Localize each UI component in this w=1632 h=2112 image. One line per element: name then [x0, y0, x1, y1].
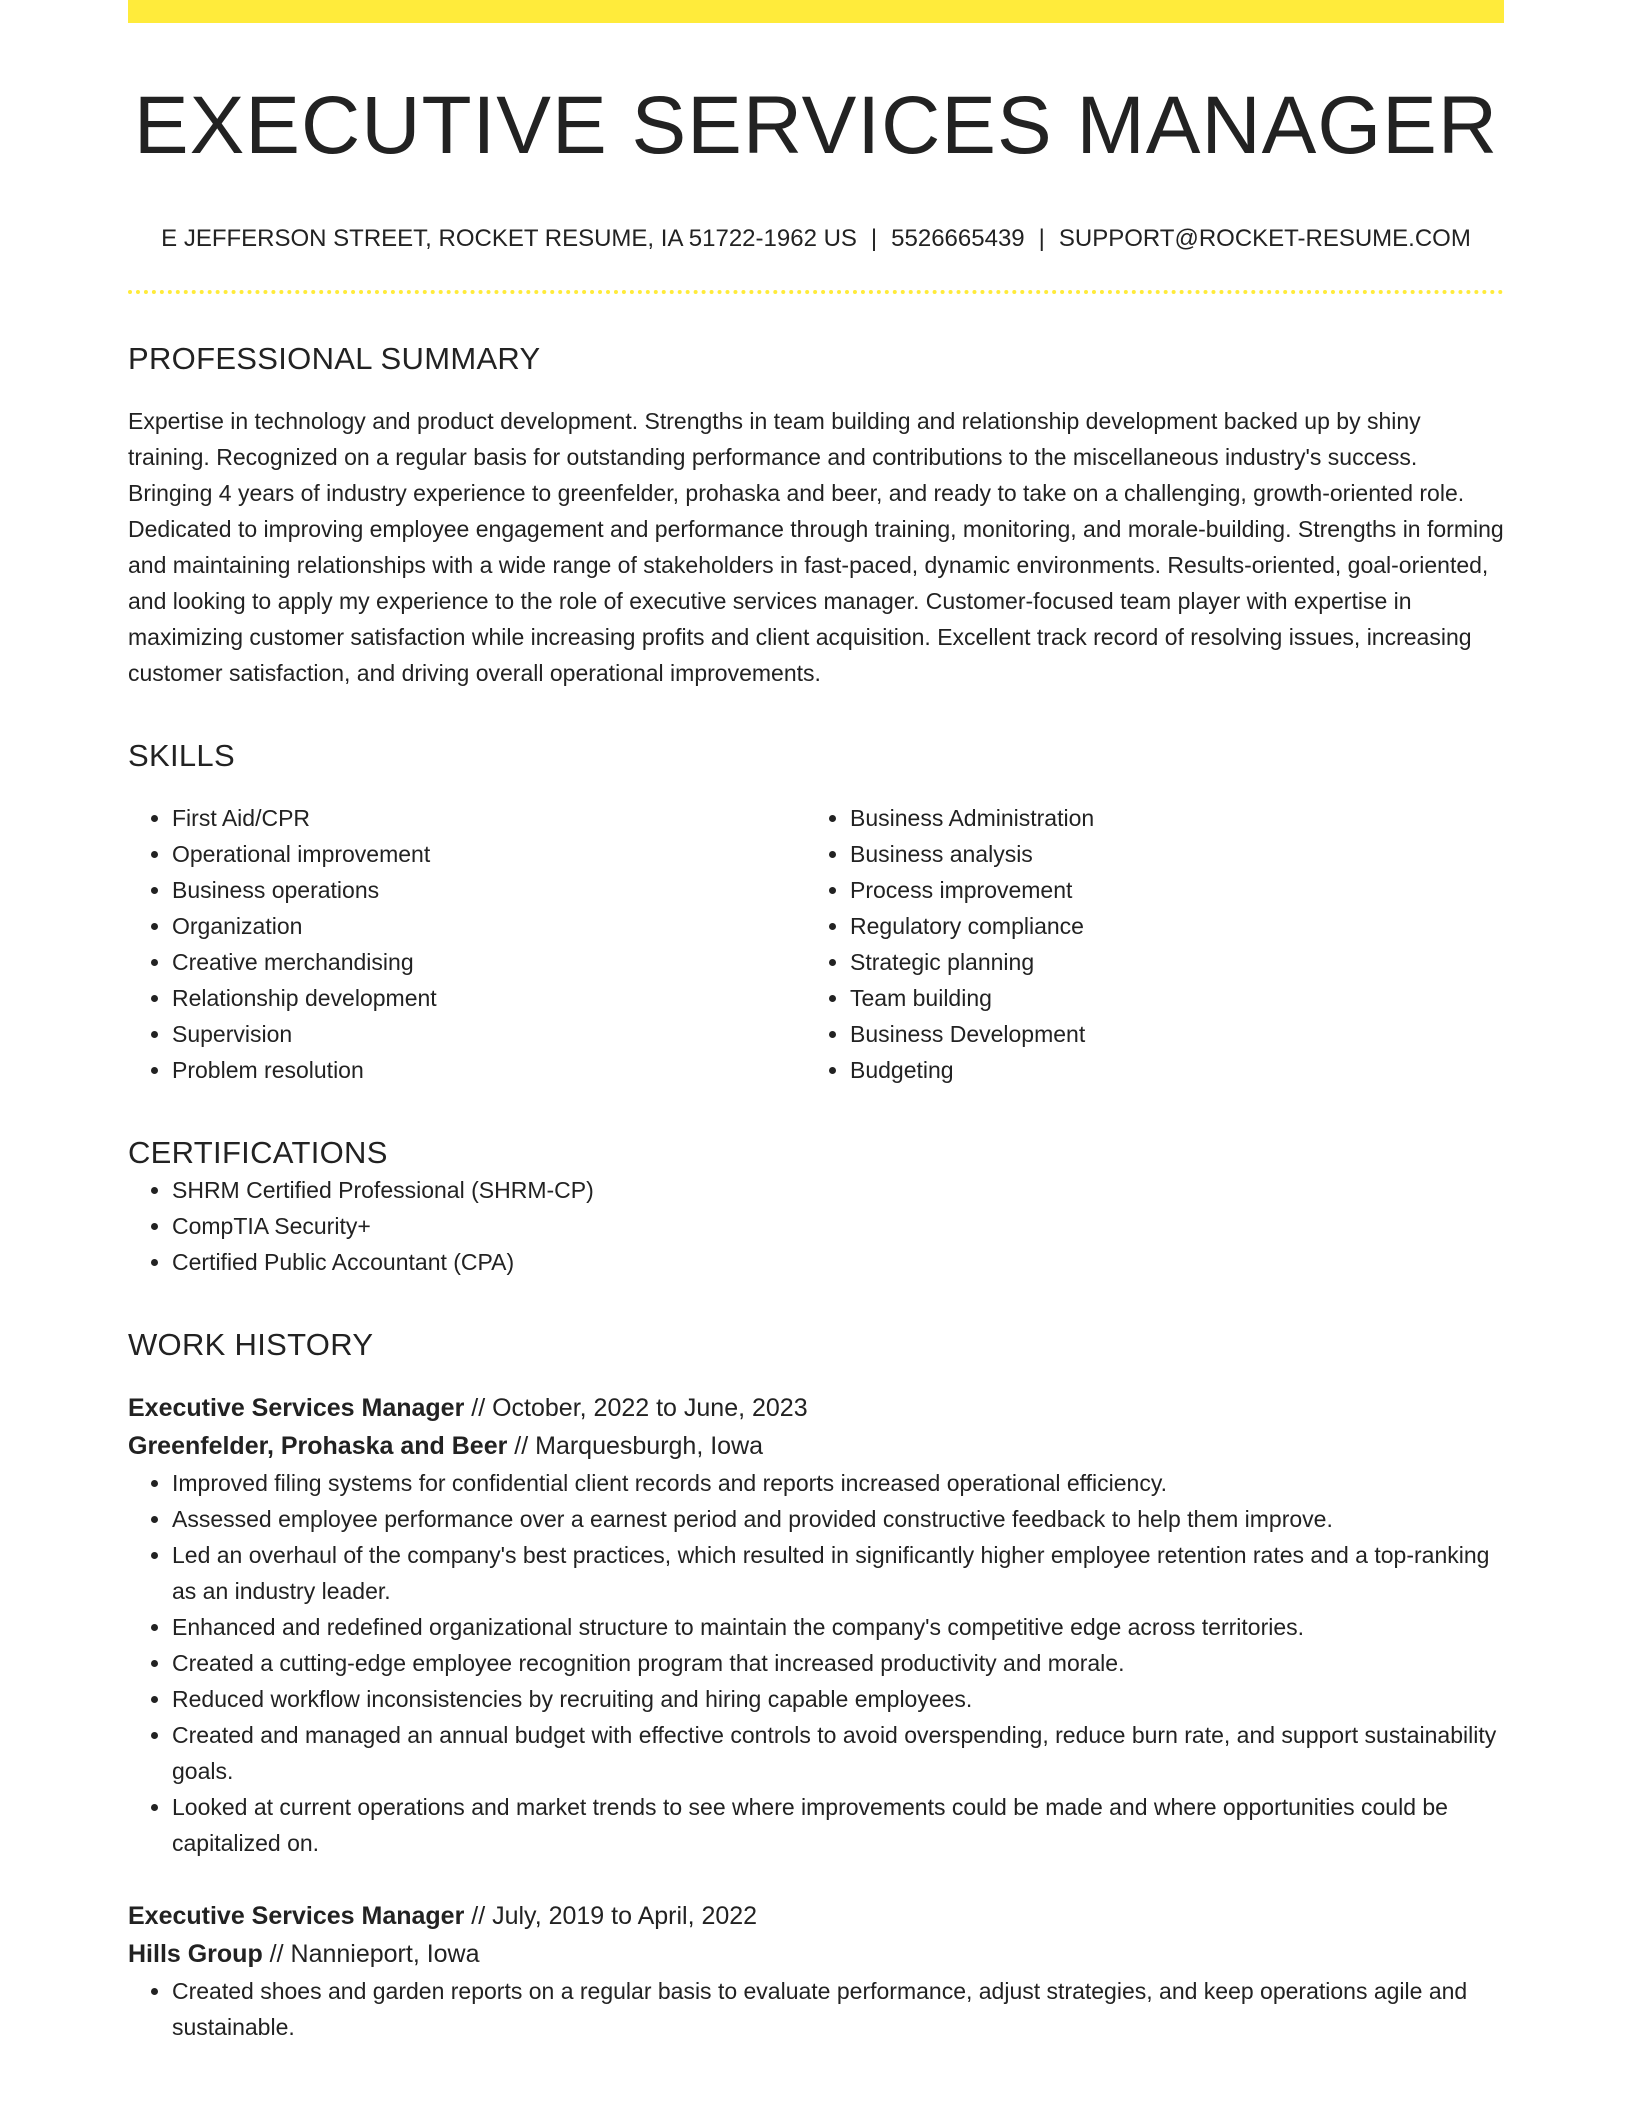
skill-item: • Supervision — [172, 1016, 806, 1052]
contact-line — [128, 225, 1504, 254]
certifications-list — [128, 1172, 1504, 1280]
job-company-line — [128, 1427, 1504, 1465]
job-role-line — [128, 1897, 1504, 1935]
job-duties-list — [128, 1465, 1504, 1861]
job-duty-item: • Enhanced and redefined organizational structure to maintain the company's competitive edge across territories. — [172, 1609, 1504, 1645]
job-role: Executive Services Manager — [128, 1901, 465, 1930]
job-location: // Marquesburgh, Iowa — [507, 1431, 764, 1460]
skill-item: • Business Development — [850, 1016, 1484, 1052]
job-duty-item: • Created shoes and garden reports on a regular basis to evaluate performance, adjust strategies, and keep operations agile and sustainable. — [172, 1973, 1504, 2045]
skill-item: • Regulatory compliance — [850, 908, 1484, 944]
skill-item: • Process improvement — [850, 872, 1484, 908]
skill-item: • Business operations — [172, 872, 806, 908]
job-duty-item: • Assessed employee performance over a earnest period and provided constructive feedback to help them improve. — [172, 1501, 1504, 1537]
job-duty-item: • Reduced workflow inconsistencies by recruiting and hiring capable employees. — [172, 1681, 1504, 1717]
contact-separator: | — [1038, 225, 1045, 253]
skills-list-right — [806, 800, 1484, 1088]
resume-page — [128, 0, 1504, 2045]
job-duty-item: • Created and managed an annual budget with effective controls to avoid overspending, reduce burn rate, and support sustainability goals. — [172, 1717, 1504, 1789]
job-entry — [128, 1897, 1504, 2045]
certification-item: • CompTIA Security+ — [172, 1208, 1504, 1244]
job-company: Hills Group — [128, 1939, 263, 1968]
dotted-divider — [128, 290, 1504, 294]
job-dates: // October, 2022 to June, 2023 — [464, 1393, 808, 1422]
skills-list-left — [128, 800, 806, 1088]
summary-heading: PROFESSIONAL SUMMARY — [128, 340, 541, 376]
work-history-heading: WORK HISTORY — [128, 1326, 374, 1362]
skill-item: • Business analysis — [850, 836, 1484, 872]
job-role: Executive Services Manager — [128, 1393, 465, 1422]
skills-heading: SKILLS — [128, 738, 235, 774]
job-duties-list — [128, 1973, 1504, 2045]
skill-item: • Organization — [172, 908, 806, 944]
job-company-line — [128, 1935, 1504, 1973]
skills-column-right — [806, 800, 1484, 1088]
skill-item: • Team building — [850, 980, 1484, 1016]
email: SUPPORT@ROCKET-RESUME.COM — [1058, 225, 1471, 253]
job-company: Greenfelder, Prohaska and Beer — [128, 1431, 508, 1460]
skill-item: • First Aid/CPR — [172, 800, 806, 836]
contact-separator: | — [870, 225, 878, 253]
job-dates: // July, 2019 to April, 2022 — [464, 1901, 758, 1930]
skill-item: • Creative merchandising — [172, 944, 806, 980]
certification-item: • Certified Public Accountant (CPA) — [172, 1244, 1504, 1280]
certifications-heading: CERTIFICATIONS — [128, 1135, 388, 1171]
job-location: // Nannieport, Iowa — [262, 1939, 480, 1968]
phone: 5526665439 — [891, 225, 1025, 253]
skill-item: • Strategic planning — [850, 944, 1484, 980]
job-entry — [128, 1389, 1504, 1861]
job-duty-item: • Led an overhaul of the company's best practices, which resulted in significantly higher employee retention rates and a top-ranking as an industry leader. — [172, 1537, 1504, 1609]
job-duty-item: • Looked at current operations and market trends to see where improvements could be made and where opportunities could be capitalized on. — [172, 1789, 1504, 1861]
job-role-line — [128, 1389, 1504, 1427]
address: E JEFFERSON STREET, ROCKET RESUME, IA 51722-1962 US — [161, 225, 857, 253]
skill-item: • Problem resolution — [172, 1052, 806, 1088]
skill-item: • Budgeting — [850, 1052, 1484, 1088]
top-accent-bar — [128, 0, 1504, 23]
skills-grid — [128, 800, 1504, 1088]
summary-text: Expertise in technology and product development. Strengths in team building and relationship development backed up by shiny training. Recognized on a regular basis for outstanding performance and contributions to the miscellaneous industry's success. Bringing 4 years of industry experience to greenfelder, prohaska and beer, and ready to take on a challenging, growth-oriented role. Dedicated to improving employee engagement and performance through training, monitoring, and morale-building. Strengths in forming and maintaining relationships with a wide range of stakeholders in fast-paced, dynamic environments. Results-oriented, goal-oriented, and looking to apply my experience to the role of executive services manager. Customer-focused team player with expertise in maximizing customer satisfaction while increasing profits and client acquisition. Excellent track record of resolving issues, increasing customer satisfaction, and driving overall operational improvements. — [128, 408, 1504, 687]
job-duty-item: • Created a cutting-edge employee recognition program that increased productivity and morale. — [172, 1645, 1504, 1681]
skill-item: • Business Administration — [850, 800, 1484, 836]
resume-title: EXECUTIVE SERVICES MANAGER — [133, 80, 1499, 171]
skill-item: • Operational improvement — [172, 836, 806, 872]
job-duty-item: • Improved filing systems for confidential client records and reports increased operational efficiency. — [172, 1465, 1504, 1501]
skills-column-left — [128, 800, 806, 1088]
certification-item: • SHRM Certified Professional (SHRM-CP) — [172, 1172, 1504, 1208]
skill-item: • Relationship development — [172, 980, 806, 1016]
